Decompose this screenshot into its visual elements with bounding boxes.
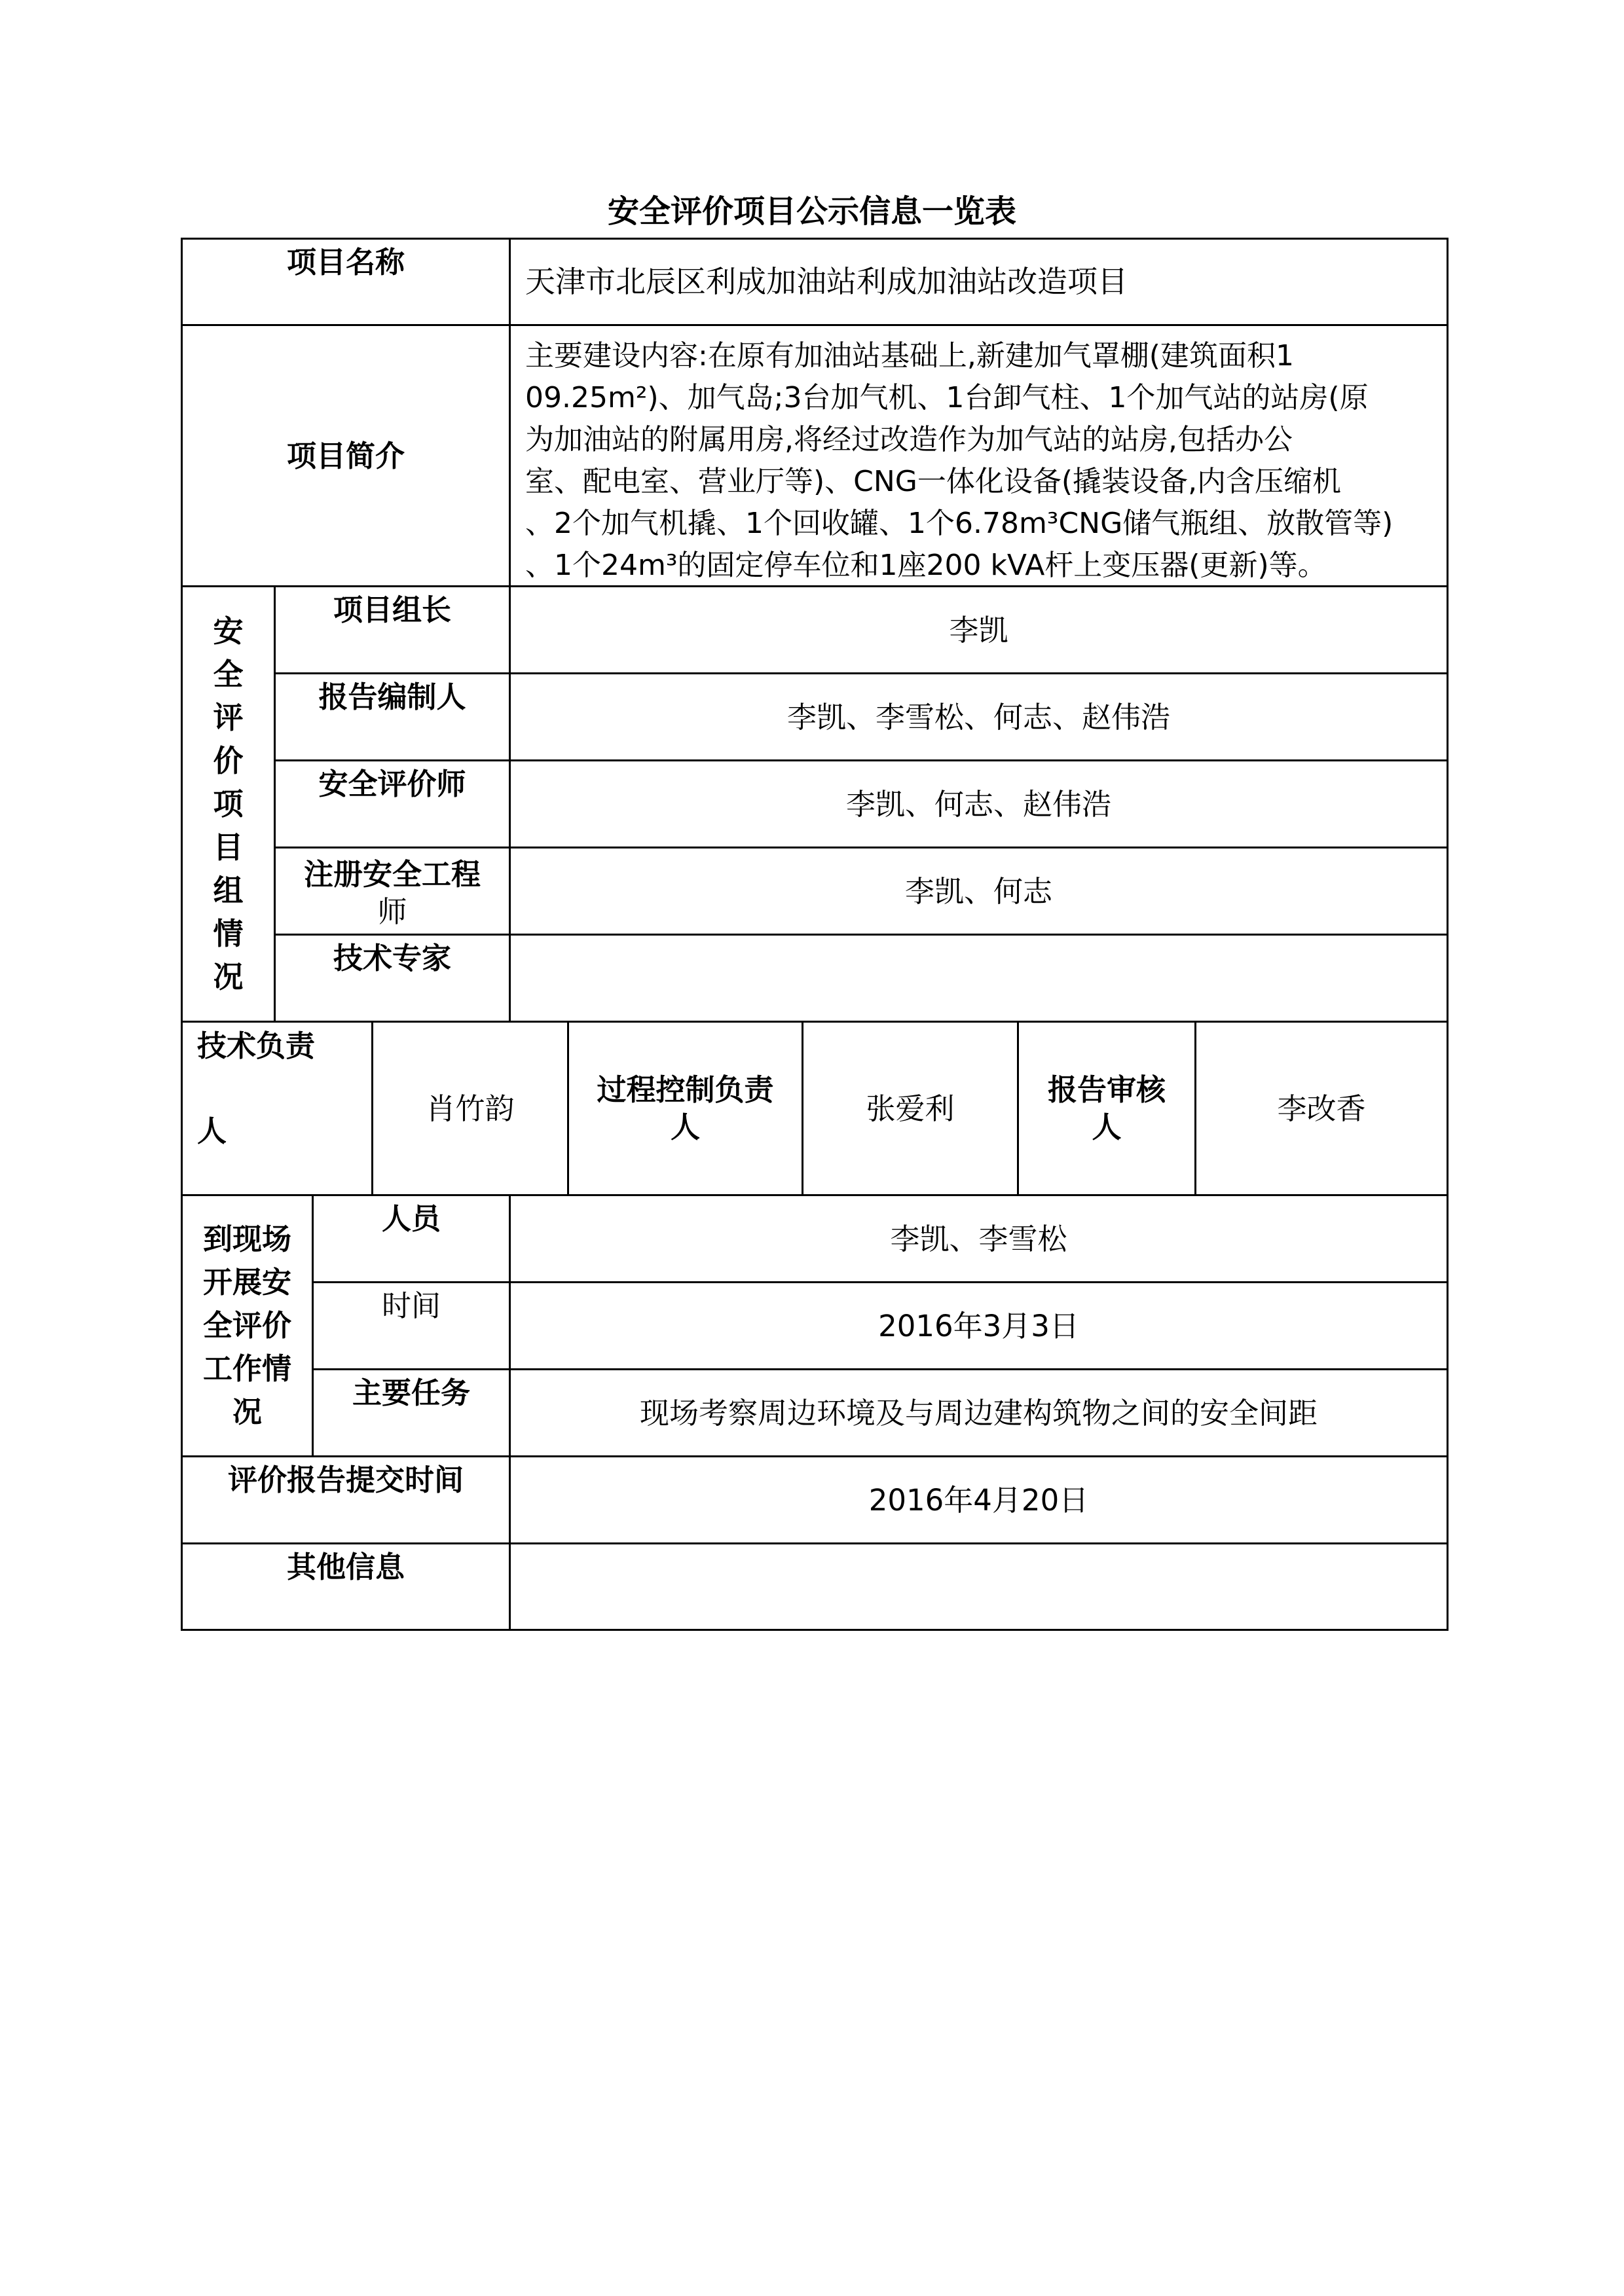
project-intro-text (511, 326, 1447, 585)
intro-line: 、1个24m³的固定停车位和1座200 kVA杆上变压器(更新)等。 (525, 549, 1327, 582)
onsite-personnel-label: 人员 (381, 1201, 441, 1236)
report-author-value: 李凯、李雪松、何志、赵伟浩 (786, 699, 1170, 735)
tech-responsible-label: 技术负责 人 (197, 1029, 316, 1148)
page-title: 安全评价项目公示信息一览表 (607, 193, 1016, 230)
submit-time-label: 评价报告提交时间 (227, 1463, 464, 1497)
report-reviewer-value: 李改香 (1277, 1091, 1366, 1126)
other-info-value (511, 1544, 1447, 1629)
onsite-task-value: 现场考察周边环境及与周边建构筑物之间的安全间距 (639, 1395, 1318, 1430)
report-author-label: 报告编制人 (318, 680, 466, 714)
tech-expert-label: 技术专家 (333, 941, 451, 975)
intro-line: 、2个加气机撬、1个回收罐、1个6.78m³CNG储气瓶组、放散管等) (525, 507, 1393, 540)
safety-assessor-label: 安全评价师 (318, 767, 466, 801)
process-control-value: 张爱利 (866, 1091, 955, 1126)
registered-engineer-value: 李凯、何志 (904, 873, 1052, 909)
team-leader-value: 李凯 (949, 612, 1008, 647)
other-info-label: 其他信息 (286, 1550, 405, 1584)
onsite-time-label: 时间 (381, 1288, 441, 1323)
info-table (181, 238, 1449, 1631)
intro-line: 09.25m²)、加气岛;3台加气机、1台卸气柱、1个加气站的站房(原 (525, 381, 1369, 414)
onsite-group-label: 到现场 开展安 全评价 工作情 况 (202, 1222, 291, 1429)
safety-assessor-value: 李凯、何志、赵伟浩 (845, 786, 1111, 822)
team-leader-label: 项目组长 (333, 592, 451, 627)
process-control-label: 过程控制负责 人 (597, 1072, 774, 1144)
onsite-personnel-value: 李凯、李雪松 (890, 1221, 1067, 1256)
project-name-value: 天津市北辰区利成加油站利成加油站改造项目 (525, 264, 1128, 299)
registered-engineer-label: 注册安全工程 师 (303, 857, 481, 929)
rule-v (1447, 238, 1449, 1631)
intro-line: 为加油站的附属用房,将经过改造作为加气站的站房,包括办公 (525, 423, 1293, 456)
rule-h (181, 1629, 1449, 1631)
intro-line: 主要建设内容:在原有加油站基础上,新建加气罩棚(建筑面积1 (525, 339, 1294, 373)
onsite-time-value: 2016年3月3日 (878, 1308, 1079, 1343)
tech-expert-value (511, 936, 1447, 1021)
tech-responsible-value: 肖竹韵 (426, 1091, 515, 1126)
onsite-task-label: 主要任务 (352, 1376, 470, 1410)
report-reviewer-label: 报告审核 人 (1047, 1072, 1166, 1144)
project-intro-label: 项目简介 (286, 438, 405, 473)
submit-time-value: 2016年4月20日 (868, 1482, 1089, 1518)
intro-line: 室、配电室、营业厅等)、CNG一体化设备(撬装设备,内含压缩机 (525, 465, 1342, 498)
team-group-label: 安 全 评 价 项 目 组 情 况 (213, 613, 244, 994)
project-name-label: 项目名称 (286, 245, 405, 280)
